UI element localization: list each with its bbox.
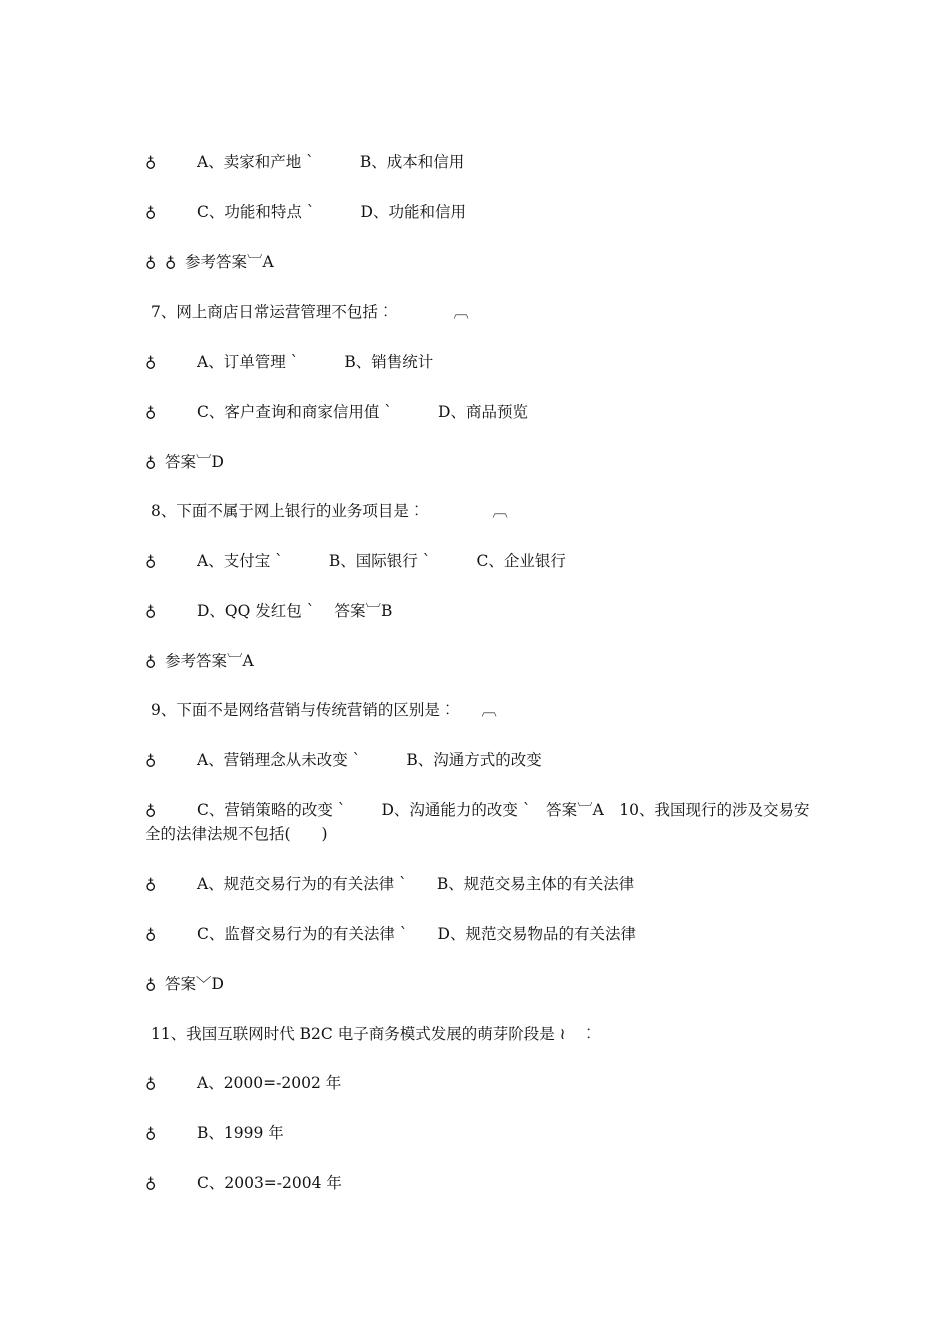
answer-line: [145, 651, 254, 671]
bullet-icon: ♁: [145, 975, 157, 993]
bullet-icon: ♁: [145, 751, 157, 769]
bullet-icon: ♁: [145, 1074, 157, 1092]
bullet-icon: ♁: [145, 925, 157, 943]
bullet-icon: ♁: [145, 253, 157, 271]
bullet-icon: ♁: [145, 652, 157, 670]
option-b: B、1999 年: [197, 1124, 284, 1142]
answer-text: 参考答案︺A: [185, 253, 274, 271]
answer-line: [145, 974, 224, 994]
option-c: C、功能和特点 `: [197, 203, 315, 221]
option-line: [145, 402, 528, 422]
option-b: B、销售统计: [344, 353, 434, 371]
option-d: D、QQ 发红包 `: [197, 602, 315, 620]
option-c: C、2003=-2004 年: [197, 1174, 342, 1192]
option-d: D、商品预览: [438, 403, 528, 421]
answer-line: [145, 252, 274, 272]
option-c: C、企业银行: [476, 552, 566, 570]
option-line: [145, 1173, 342, 1193]
option-b: B、规范交易主体的有关法律: [436, 875, 635, 893]
bullet-icon: ♁: [145, 403, 157, 421]
option-line: [145, 352, 433, 372]
bullet-icon: ♁: [145, 1174, 157, 1192]
option-a: A、卖家和产地 `: [197, 153, 314, 171]
question-text: 9、下面不是网络营销与传统营销的区别是︰: [151, 701, 456, 719]
option-line: [145, 601, 392, 621]
option-d: D、功能和信用: [360, 203, 466, 221]
question-9: [151, 700, 497, 720]
bullet-icon: ♁: [145, 875, 157, 893]
option-a: A、规范交易行为的有关法律 `: [197, 875, 407, 893]
answer-paren: ︹: [492, 502, 508, 520]
option-c: C、监督交易行为的有关法律 `: [197, 925, 408, 943]
bullet-icon: ♁: [145, 552, 157, 570]
bullet-icon: ♁: [145, 801, 157, 819]
option-b: B、成本和信用: [359, 153, 465, 171]
answer-text: 答案︺B: [334, 602, 393, 620]
question-11: [151, 1024, 596, 1044]
option-line: [145, 152, 464, 172]
option-a: A、订单管理 `: [197, 353, 299, 371]
option-a: A、支付宝 `: [197, 552, 283, 570]
option-line: [145, 1073, 341, 1093]
question-text: 11、我国互联网时代 B2C 电子商务模式发展的萌芽阶段是 ≀ ︰: [151, 1025, 597, 1043]
option-line: [145, 1123, 284, 1143]
option-d: D、规范交易物品的有关法律: [437, 925, 636, 943]
bullet-icon: ♁: [145, 453, 157, 471]
bullet-icon: ♁: [145, 1124, 157, 1142]
answer-line: [145, 452, 224, 472]
bullet-icon: ♁: [145, 203, 157, 221]
option-a: A、营销理念从未改变 `: [197, 751, 361, 769]
answer-text: 参考答案︺A: [165, 652, 254, 670]
option-line: [145, 551, 566, 571]
option-b: B、国际银行 `: [328, 552, 431, 570]
answer-paren: ︹: [453, 303, 469, 321]
answer-paren: ︹: [481, 701, 497, 719]
option-line: [145, 202, 466, 222]
answer-text: 答案︺D: [165, 453, 224, 471]
bullet-icon: ♁: [165, 253, 177, 271]
question-text: 7、网上商店日常运营管理不包括︰: [151, 303, 394, 321]
option-line: [145, 924, 636, 944]
option-b: B、沟通方式的改变: [406, 751, 542, 769]
bullet-icon: ♁: [145, 353, 157, 371]
option-line: [145, 874, 634, 894]
answer-text: 答案﹀D: [165, 975, 224, 993]
option-and-question-10: C、营销策略的改变 ` D、沟通能力的改变 ` 答案︺A 10、我国现行的涉及交易安全的法律法规不包括( ): [145, 801, 810, 843]
question-7: [151, 302, 469, 322]
option-line: [145, 750, 542, 770]
bullet-icon: ♁: [145, 602, 157, 620]
question-text: 8、下面不属于网上银行的业务项目是︰: [151, 502, 425, 520]
option-c: C、客户查询和商家信用值 `: [197, 403, 393, 421]
question-8: [151, 501, 508, 521]
option-a: A、2000=-2002 年: [197, 1074, 342, 1092]
bullet-icon: ♁: [145, 153, 157, 171]
option-line-wrapped: [145, 798, 810, 846]
